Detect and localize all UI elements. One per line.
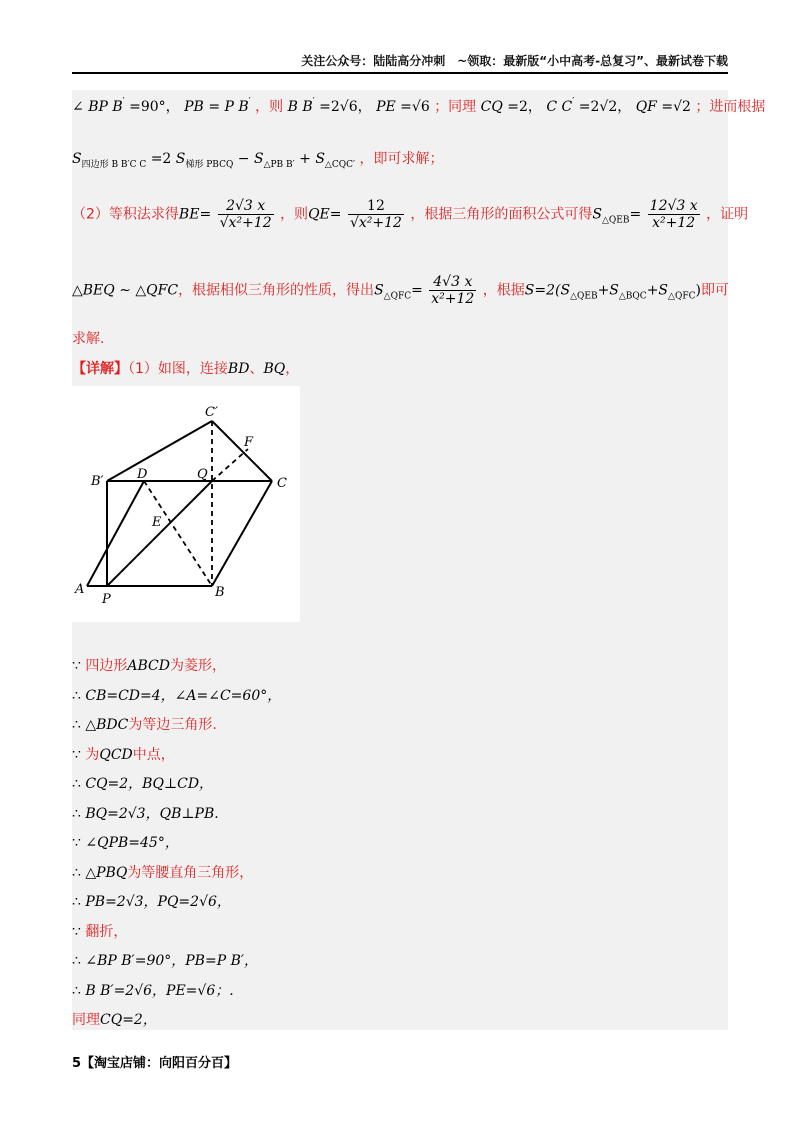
step-r: 四边形 (85, 658, 128, 674)
subscript: △QFC (383, 291, 412, 302)
math-text: BP B (88, 99, 123, 115)
math-text: ) (695, 282, 701, 299)
page-footer: 5【淘宝店铺：向阳百分百】 (72, 1056, 238, 1071)
label-B: B (215, 585, 225, 600)
proof-step (72, 862, 253, 882)
text: 即可 (700, 282, 729, 299)
subscript: △PB B′ (263, 160, 295, 170)
page-header: 关注公众号：陆陆高分冲刺 ~领取：最新版“小中高考-总复习”、最新试卷下载 (301, 54, 728, 68)
denominator: √x²+12 (219, 215, 272, 231)
dashed-Q-F (212, 449, 248, 481)
proof-step (72, 832, 179, 852)
math-text: P B (224, 99, 249, 115)
math-text: =2√2， (578, 99, 632, 115)
math-text: B B (287, 99, 313, 115)
text: ， (285, 361, 300, 377)
denominator: x²+12 (652, 215, 696, 231)
text: （1）如图，连接 (128, 361, 228, 377)
step-r: 为 (85, 746, 100, 763)
step-m: BQ=2√3，QB⊥PB. (85, 805, 219, 822)
step-p: ∴ (72, 776, 86, 792)
math-text: S (315, 151, 325, 167)
step-r2: 中点， (132, 746, 175, 763)
fraction (648, 198, 700, 231)
subscript: △QFC (668, 291, 696, 302)
math-text: BE (178, 206, 200, 223)
step-r2: 为菱形， (169, 658, 226, 674)
math-text: =2， (507, 99, 542, 115)
math-text: QE (308, 206, 330, 223)
text: ，即可求解； (359, 151, 444, 167)
step-m: ∠BP B′=90°，PB=P B′， (85, 953, 259, 969)
proof-step (72, 744, 175, 764)
step-p: ∴ (72, 717, 86, 733)
math-text: = (208, 99, 221, 115)
text: ；同理 (434, 99, 477, 115)
math-text: − (237, 151, 250, 167)
step-p: ∴ (72, 805, 86, 822)
step-m: PB=2√3，PQ=2√6， (85, 894, 231, 910)
step-m: ∠QPB=45°， (85, 835, 179, 851)
label-Q: Q (197, 467, 208, 482)
step-p: ∴ (72, 894, 86, 910)
step-r2: 为等腰直角三角形， (127, 864, 254, 881)
subscript: △QEB (570, 291, 598, 302)
label-F: F (244, 435, 254, 450)
proof-step (72, 803, 219, 823)
subscript: △QEB (601, 215, 630, 226)
dashed-D-B (144, 481, 212, 586)
subscript: △BQC (618, 291, 647, 302)
math-text: =√6 (400, 99, 430, 115)
analysis-line-1: ∠ BP B′ =90°， PB = P B′ ，则 B B′ =2√6， PE =√6 ；同理 CQ =2， C C′ =2√2， QF =√2 ；进而根据 (72, 97, 766, 115)
step-p: ∵ (72, 923, 86, 940)
math-text: +S (646, 282, 669, 299)
label-A: A (75, 582, 85, 597)
fraction (429, 274, 476, 307)
detail-line (72, 358, 299, 378)
text: ，证明 (706, 206, 749, 223)
math-text: = (199, 206, 212, 223)
numerator: 12√3 x (649, 198, 698, 214)
step-r: 翻折， (85, 923, 128, 940)
step-m: △BDC (85, 717, 129, 733)
numerator: 2√3 x (218, 198, 274, 215)
label-C1: C′ (205, 405, 218, 420)
step-m2: CD (110, 746, 133, 763)
text: 、 (249, 361, 264, 377)
analysis-line-5: 求解. (72, 331, 105, 347)
numerator: 12 (348, 198, 404, 215)
denominator: x²+12 (431, 291, 475, 307)
math-text: S=2(S (524, 282, 571, 299)
edge-A-D (87, 481, 144, 586)
analysis-line-2 (72, 148, 444, 170)
math-text: S (175, 151, 186, 167)
math-text: PB (184, 99, 204, 115)
math-text: △BEQ ∼ △QFC (72, 282, 179, 299)
subscript: △CQC′ (324, 160, 356, 170)
text: ，根据三角形的面积公式可得 (410, 206, 593, 223)
text: ；进而根据 (695, 99, 766, 115)
step-m: CB=CD=4，∠A=∠C=60°， (85, 687, 282, 704)
math-text: =2 (150, 151, 172, 167)
text: ，根据 (482, 282, 525, 299)
math-text: S (592, 206, 602, 223)
edge-B-C (212, 481, 272, 586)
math-text: S (72, 151, 82, 167)
proof-step (72, 773, 213, 793)
math-text: C C (546, 99, 573, 115)
text: ，则 (280, 206, 309, 223)
math-text: CQ (480, 99, 503, 115)
label-E: E (152, 515, 162, 530)
detail-label: 【详解】 (72, 361, 128, 377)
proof-step (72, 655, 226, 675)
math-text: =√2 (661, 99, 691, 115)
step-p: ∴ (72, 864, 86, 881)
step-m: B B′=2√6，PE=√6；. (85, 982, 234, 999)
proof-step (72, 921, 127, 941)
step-p: ∵ (72, 746, 86, 763)
step-m: Q (99, 746, 111, 763)
math-text: BQ (263, 361, 286, 377)
math-text: =2√6， (319, 99, 372, 115)
label-B1: B′ (91, 474, 104, 489)
step-r: 同理 (72, 1012, 100, 1028)
subscript: 四边形 B B′C C (81, 160, 147, 170)
label-C: C (277, 476, 287, 491)
math-text: PE (376, 99, 396, 115)
math-text: = (329, 206, 342, 223)
step-p: ∵ (72, 835, 86, 851)
proof-step (72, 685, 281, 705)
denominator: √x²+12 (349, 215, 402, 231)
header-rule (72, 72, 728, 74)
proof-step (72, 714, 217, 734)
math-text: QF (635, 99, 657, 115)
label-P: P (102, 592, 111, 607)
text: （2）等积法求得 (72, 206, 179, 223)
math-text: S (374, 282, 384, 299)
step-r2: 为等边三角形. (128, 717, 217, 733)
step-p: ∴ (72, 953, 86, 969)
step-m: ABCD (127, 658, 170, 674)
math-text: + (299, 151, 311, 167)
step-p: ∵ (72, 658, 86, 674)
proof-step (72, 891, 231, 911)
proof-step (72, 950, 258, 970)
math-text: +S (597, 282, 619, 299)
text: ，根据相似三角形的性质，得出 (178, 282, 375, 299)
math-text: S (253, 151, 264, 167)
step-p: ∴ (72, 982, 86, 999)
math-text: =90°， (129, 99, 180, 115)
text: ，则 (255, 99, 284, 115)
proof-step (72, 1009, 157, 1029)
subscript: 梯形 PBCQ (185, 160, 234, 170)
step-m: CQ=2，BQ⊥CD， (85, 776, 214, 792)
geometry-diagram (72, 386, 300, 622)
angle-symbol: ∠ (72, 99, 84, 115)
math-text: BD (227, 361, 250, 377)
label-D: D (137, 467, 148, 482)
numerator: 4√3 x (429, 274, 476, 291)
geometry-figure (72, 386, 300, 622)
math-text: = (411, 282, 423, 299)
fraction (348, 198, 404, 231)
step-p: ∴ (72, 687, 86, 704)
fraction (218, 198, 274, 231)
analysis-line-4 (72, 274, 729, 307)
analysis-line-3 (72, 198, 748, 231)
step-m: CQ=2， (100, 1012, 157, 1028)
edge-P-Q (107, 481, 212, 586)
step-m: △PBQ (85, 864, 128, 881)
proof-step (72, 980, 234, 1000)
math-text: = (629, 206, 642, 223)
